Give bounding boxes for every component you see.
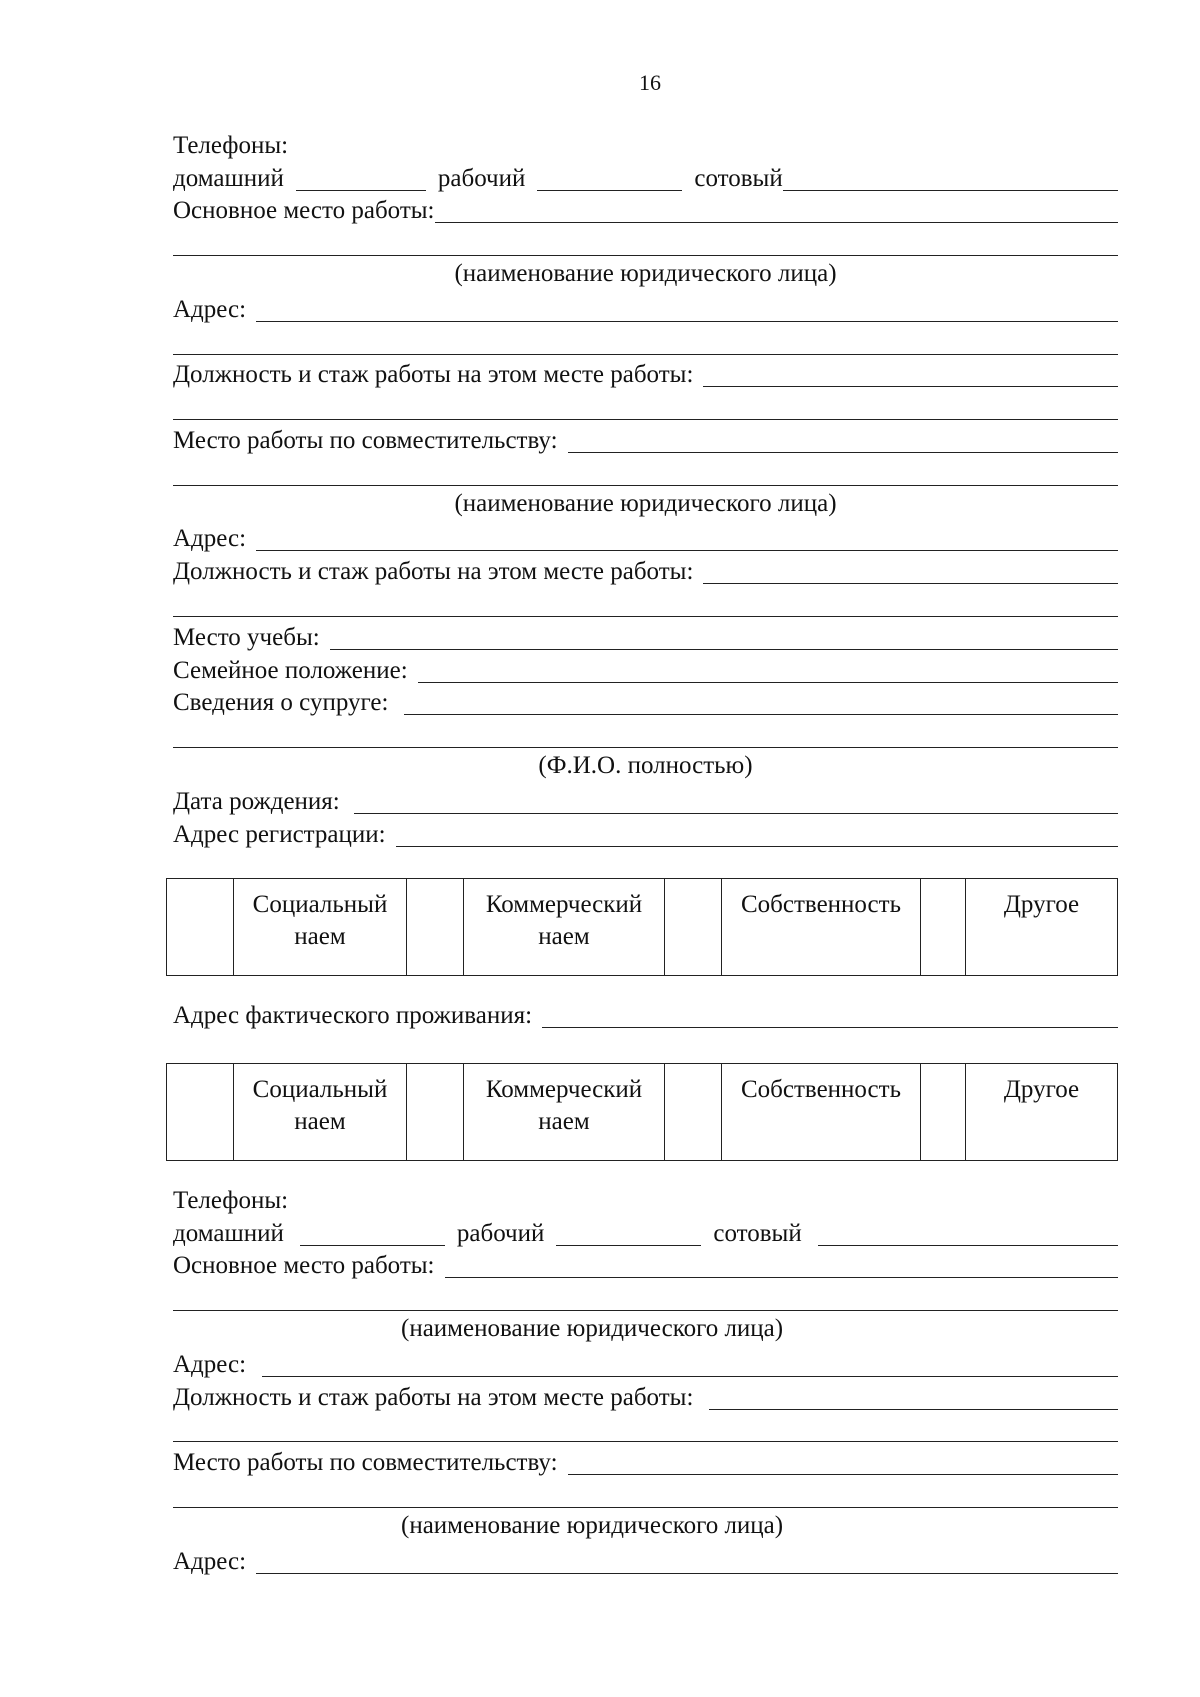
marital-status-field[interactable]	[418, 658, 1118, 683]
social-rent-label-2: Социальный наем	[234, 1064, 407, 1161]
position-tenure-label-2: Должность и стаж работы на этом месте работы:	[173, 558, 694, 586]
commercial-rent-label-2: Коммерческий наем	[464, 1064, 665, 1161]
main-work-field-2-continued[interactable]	[173, 1281, 1118, 1314]
mobile-phone-field[interactable]	[783, 166, 1118, 191]
address-field-3[interactable]	[262, 1352, 1118, 1377]
registration-housing-table	[166, 878, 1118, 976]
main-work-field-continued[interactable]	[173, 226, 1118, 259]
actual-address-label: Адрес фактического проживания:	[173, 1001, 533, 1029]
address-field-2[interactable]	[256, 526, 1118, 551]
social-rent-checkbox[interactable]	[167, 879, 234, 976]
work-phone-label: рабочий	[437, 164, 526, 192]
other-checkbox-2[interactable]	[921, 1064, 966, 1161]
home-phone-label-2: домашний	[173, 1219, 284, 1247]
part-time-work-label: Место работы по совместительству:	[173, 426, 558, 454]
address-field-4[interactable]	[256, 1549, 1118, 1574]
address-label-2: Адрес:	[173, 525, 247, 553]
form-block-1	[173, 128, 1118, 850]
home-phone-field-2[interactable]	[300, 1221, 445, 1246]
position-tenure-field[interactable]	[703, 362, 1118, 387]
mobile-phone-field-2[interactable]	[818, 1221, 1118, 1246]
position-tenure-field-2[interactable]	[703, 559, 1118, 584]
study-place-label: Место учебы:	[173, 623, 320, 651]
ownership-checkbox[interactable]	[665, 879, 722, 976]
work-phone-field-2[interactable]	[556, 1221, 701, 1246]
part-time-work-field-2-continued[interactable]	[173, 1478, 1118, 1511]
marital-status-label: Семейное положение:	[173, 656, 408, 684]
part-time-work-field-continued[interactable]	[173, 456, 1118, 489]
registration-address-field[interactable]	[396, 822, 1118, 847]
birth-date-field[interactable]	[354, 789, 1118, 814]
mobile-phone-label-2: сотовый	[713, 1219, 802, 1247]
commercial-rent-label: Коммерческий наем	[464, 879, 665, 976]
position-tenure-label: Должность и стаж работы на этом месте работы:	[173, 361, 694, 389]
spouse-name-field[interactable]	[173, 718, 1118, 751]
spouse-info-field[interactable]	[404, 690, 1118, 715]
full-name-caption: (Ф.И.О. полностью)	[538, 752, 753, 780]
actual-address-field[interactable]	[542, 1003, 1118, 1028]
ownership-label: Собственность	[722, 879, 921, 976]
phones-row-2	[173, 1216, 1118, 1249]
legal-entity-caption-3: (наименование юридического лица)	[401, 1315, 784, 1343]
phones-row	[173, 161, 1118, 194]
position-tenure-label-3: Должность и стаж работы на этом месте работы:	[173, 1383, 694, 1411]
legal-entity-caption-4: (наименование юридического лица)	[401, 1511, 784, 1539]
other-checkbox[interactable]	[921, 879, 966, 976]
ownership-label-2: Собственность	[722, 1064, 921, 1161]
commercial-rent-checkbox[interactable]	[407, 879, 464, 976]
phones-label-2: Телефоны:	[173, 1186, 289, 1214]
legal-entity-caption: (наименование юридического лица)	[454, 260, 837, 288]
actual-address-block	[173, 998, 1118, 1031]
part-time-work-field-2[interactable]	[568, 1450, 1118, 1475]
actual-housing-table	[166, 1063, 1118, 1161]
part-time-work-label-2: Место работы по совместительству:	[173, 1449, 558, 1477]
main-work-field-2[interactable]	[445, 1253, 1119, 1278]
main-work-label: Основное место работы:	[173, 197, 435, 225]
position-tenure-field-2-continued[interactable]	[173, 587, 1118, 620]
address-label-3: Адрес:	[173, 1350, 247, 1378]
position-tenure-field-3[interactable]	[709, 1385, 1118, 1410]
spouse-info-label: Сведения о супруге:	[173, 689, 389, 717]
position-tenure-field-3-continued[interactable]	[173, 1413, 1118, 1446]
birth-date-label: Дата рождения:	[173, 787, 340, 815]
mobile-phone-label: сотовый	[694, 164, 783, 192]
social-rent-label: Социальный наем	[234, 879, 407, 976]
other-label: Другое	[966, 879, 1118, 976]
form-block-2	[173, 1183, 1118, 1577]
commercial-rent-checkbox-2[interactable]	[407, 1064, 464, 1161]
legal-entity-caption-2: (наименование юридического лица)	[454, 489, 837, 517]
social-rent-checkbox-2[interactable]	[167, 1064, 234, 1161]
work-phone-field[interactable]	[537, 166, 682, 191]
registration-address-label: Адрес регистрации:	[173, 820, 386, 848]
position-tenure-field-continued[interactable]	[173, 390, 1118, 423]
address-field-continued[interactable]	[173, 325, 1118, 358]
address-field[interactable]	[256, 297, 1118, 322]
part-time-work-field[interactable]	[568, 428, 1118, 453]
phones-label: Телефоны:	[173, 131, 289, 159]
other-label-2: Другое	[966, 1064, 1118, 1161]
page-number: 16	[639, 70, 661, 95]
main-work-label-2: Основное место работы:	[173, 1252, 435, 1280]
address-label: Адрес:	[173, 295, 247, 323]
address-label-4: Адрес:	[173, 1547, 247, 1575]
home-phone-label: домашний	[173, 164, 284, 192]
study-place-field[interactable]	[330, 625, 1118, 650]
work-phone-label-2: рабочий	[456, 1219, 545, 1247]
ownership-checkbox-2[interactable]	[665, 1064, 722, 1161]
main-work-field[interactable]	[435, 198, 1119, 223]
home-phone-field[interactable]	[296, 166, 426, 191]
